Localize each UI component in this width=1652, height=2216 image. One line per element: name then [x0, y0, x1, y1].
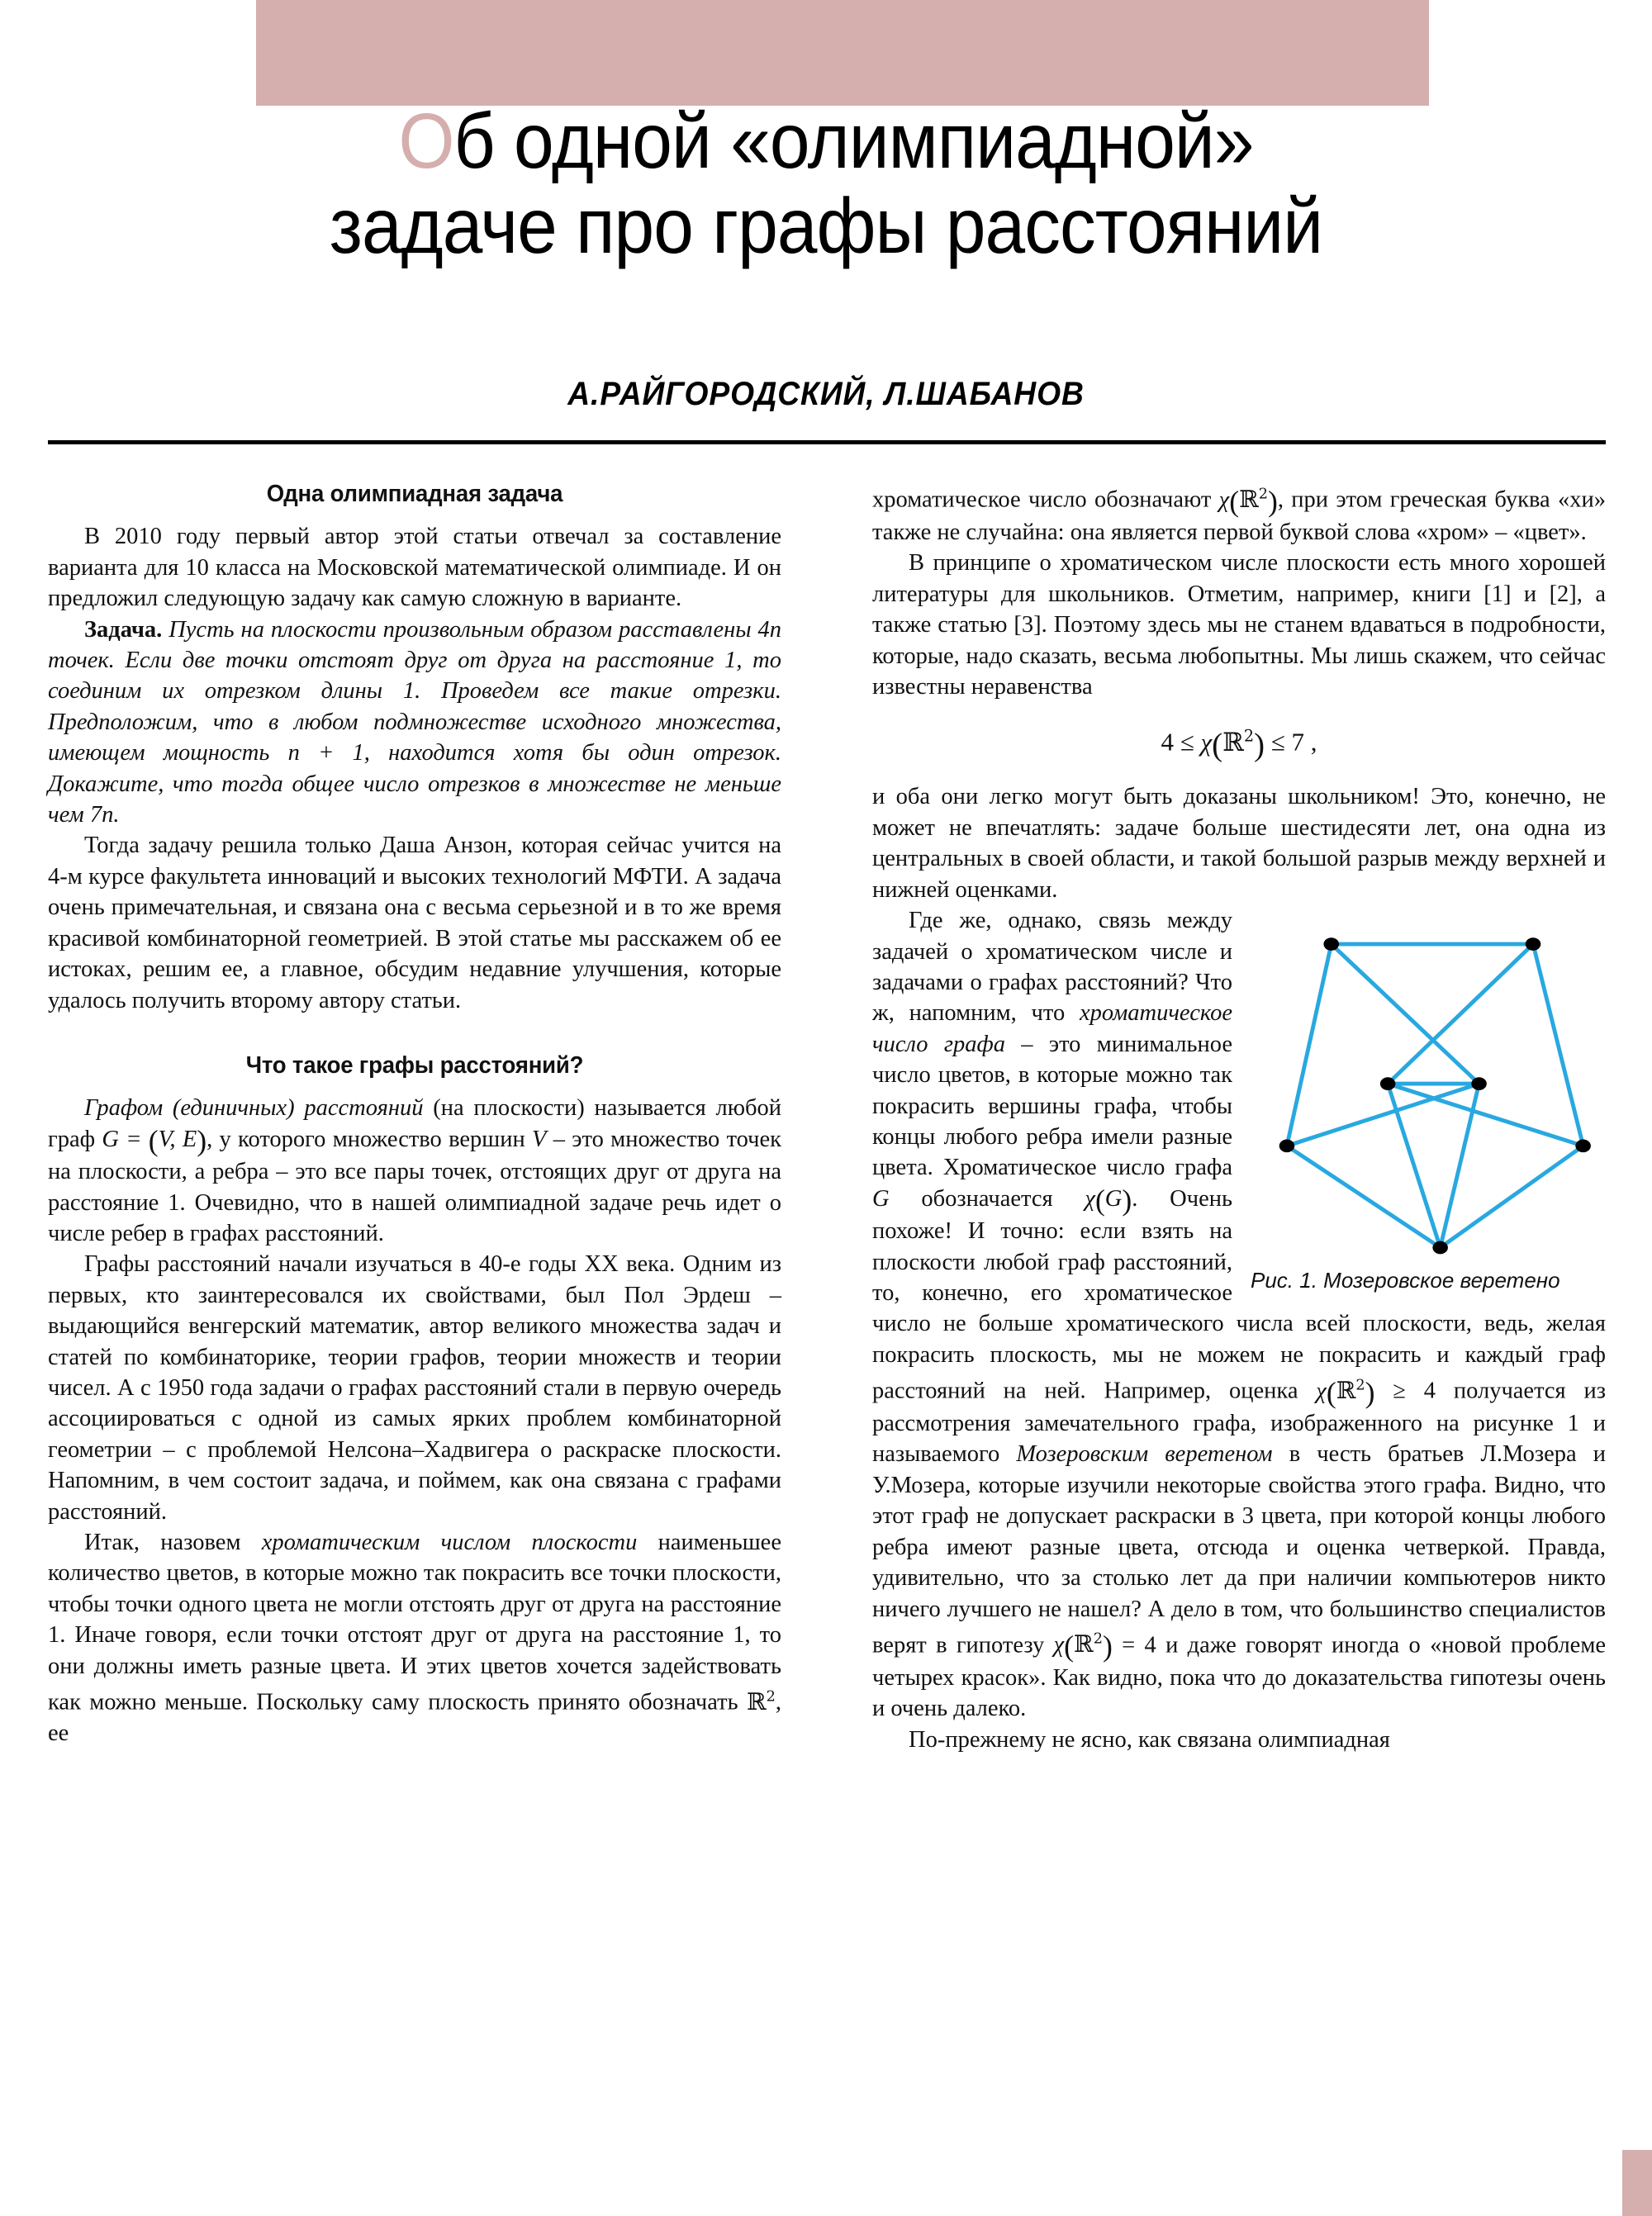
- chromatic-text-c: , ее: [48, 1689, 781, 1746]
- paragraph-gap: и оба они легко могут быть доказаны школьником! Это, конечно, не может не впечатлять: задаче больше шестидесяти лет, она одна из центральных в своей области, и такой большой разрыв между верхней и нижней оценками.: [872, 784, 1606, 903]
- masthead-banner: [256, 0, 1429, 106]
- definition-term: Графом (единичных) расстояний: [84, 1095, 424, 1122]
- connection-text-b: – это минимальное число цветов, в которые можно так покрасить вершины графа, чтобы концы любого ребра имели разные цвета. Хроматическое число графа: [872, 1031, 1232, 1181]
- formula-chi-ge-4: χ(ℝ$^2$): [1316, 1375, 1375, 1409]
- figure-moser-spindle: [1251, 910, 1606, 1296]
- paragraph-literature: В принципе о хроматическом числе плоскости есть много хорошей литературы для школьников. Отметим, например, книги [1] и [2], а также статью [3]. Поэтому здесь мы не станем вдаваться в подробности, которые, надо сказать, весьма любопытны. Мы лишь скажем, что сейчас известны неравенства: [872, 550, 1606, 700]
- moser-spindle-term: Мозеровским веретеном: [1016, 1441, 1273, 1468]
- task-label: Задача.: [84, 616, 163, 643]
- corner-color-swatch: [1622, 2150, 1652, 2216]
- chromatic-text-a: Итак, назовем: [84, 1529, 262, 1555]
- moser-spindle-graph: [1251, 910, 1606, 1265]
- equality-eq-4: = 4: [1112, 1632, 1156, 1658]
- paragraph-task: [48, 615, 781, 831]
- paragraph-chromatic-def: [48, 1527, 781, 1749]
- formula-chi-g: χ(G): [1085, 1183, 1132, 1217]
- paragraph-connection: [872, 905, 1606, 1725]
- paragraph-definition: [48, 1093, 781, 1249]
- formula-graph-g: G = (V, E): [102, 1123, 207, 1157]
- connection-text-a: Где же, однако, связь между задачей о хроматическом числе и задачами о графах расстояний? Что ж, напомним, что: [872, 908, 1232, 1027]
- section-heading-2: Что такое графы расстояний?: [245, 1051, 584, 1079]
- left-column: [48, 479, 781, 1749]
- formula-chi-eq-4: χ(ℝ$^2$): [1053, 1630, 1113, 1663]
- right-column: [872, 479, 1606, 1755]
- paragraph-history: Графы расстояний начали изучаться в 40-е годы XX века. Одним из первых, кто заинтересовался их свойствами, был Пол Эрдеш – выдающийся венгерский математик, автор великого множества задач и статей по комбинаторике, теории графов, теории множеств и теории чисел. А с 1950 года задачи о графах расстояний стали в первую очередь ассоциироваться с одной из самых ярких проблем комбинаторной геометрии – с проблемой Нелсона–Хадвигера о раскраске плоскости. Напомним, в чем состоит задача, и поймем, как она связана с графами расстояний.: [48, 1251, 781, 1525]
- connection-text-d: . Очень похоже! И точно: если взять на плоскости любой граф расстояний, то, конечно, его хроматическое число не больше хроматического числа всей плоскости, ведь, желая покрасить плоскость, мы не можем не покрасить и каждый граф расстояний на ней. Например, оценка: [872, 1185, 1606, 1404]
- title-line-1-rest: б одной «олимпиадной»: [453, 97, 1254, 185]
- section-heading-1: Одна олимпиадная задача: [266, 481, 563, 507]
- formula-chi-r2: χ(ℝ$^2$): [1218, 484, 1278, 518]
- definition-text-b: , у которого множество вершин: [206, 1126, 533, 1152]
- symbol-v: V: [532, 1126, 547, 1152]
- title-line-1: [66, 99, 1586, 184]
- connection-text-f: в честь братьев Л.Мозера и У.Мозера, которые изучили некоторые свойства этого графа. Видно, что этот граф не допускает раскраски в 3 цвета, при которой концы любого ребра имеют разные цвета, отсюда и оценка четверкой. Правда, удивительно, что за столько лет да при наличии компьютеров никто ничего лучшего не нашел? А дело в том, что большинство специалистов верят в гипотезу: [872, 1441, 1606, 1658]
- connection-text-g: и даже говорят иногда о «новой проблеме четырех красок». Как видно, пока что до доказательства гипотезы очень и очень далеко.: [872, 1632, 1607, 1722]
- chi-text-a: хроматическое число обозначают: [872, 486, 1219, 513]
- drop-cap-letter: О: [398, 97, 454, 185]
- definition-text-c: – это множество точек на плоскости, а ребра – это все пары точек, отстоящих друг от друга на расстояние 1. Очевидно, что в нашей олимпиадной задаче речь идет о числе ребер в графах расстояний.: [48, 1126, 782, 1246]
- definition-text-a: (на плоскости) называется любой граф: [48, 1095, 782, 1152]
- paragraph-closing: По-прежнему не ясно, как связана олимпиадная: [909, 1726, 1390, 1753]
- chromatic-number-graph-term: хроматическое число графа: [872, 1000, 1232, 1057]
- chi-text-b: , при этом греческая буква «хи» также не случайна: она является первой буквой слова «хром» – «цвет».: [872, 486, 1606, 545]
- header-divider-rule: [48, 440, 1606, 444]
- title-line-2: задаче про графы расстояний: [329, 182, 1323, 270]
- connection-text-c: обозначается: [889, 1185, 1085, 1212]
- connection-text-e: получается из рассмотрения замечательного графа, изображенного на рисунке 1 и называемого: [872, 1378, 1606, 1468]
- inequality-ge-4: ≥ 4: [1374, 1378, 1436, 1404]
- figure-caption: Рис. 1. Мозеровское веретено: [1251, 1268, 1560, 1293]
- task-statement: Пусть на плоскости произвольным образом расставлены 4n точек. Если две точки отстоят друг от друга на расстояние 1, то соединим их отрезком длины 1. Проведем все такие отрезки. Предположим, что в любом подмножестве исходного множества, имеющем мощность n + 1, находится хотя бы один отрезок. Докажите, что тогда общее число отрезков в множестве не меньше чем 7n.: [48, 616, 781, 828]
- paragraph-chi-notation: [872, 479, 1606, 548]
- chromatic-text-b: наименьшее количество цветов, в которые можно так покрасить все точки плоскости, чтобы точки одного цвета не могли отстоять друг от друга на расстояние 1. Иначе говоря, если точки отстоят друг от друга на расстояние 1, то они должны иметь разные цвета. И этих цветов хочется задействовать как можно меньше. Поскольку саму плоскость принято обозначать: [48, 1529, 781, 1715]
- author-byline: А.РАЙГОРОДСКИЙ, Л.ШАБАНОВ: [567, 376, 1085, 412]
- display-equation-bounds: 4 ≤ χ(ℝ$^2$) ≤ 7 ,: [1161, 726, 1317, 763]
- graph-edges: [1287, 944, 1583, 1247]
- symbol-r2: ℝ$^2$: [746, 1687, 776, 1715]
- paragraph-intro: В 2010 году первый автор этой статьи отвечал за составление варианта для 10 класса на Московской математической олимпиаде. И он предложил следующую задачу как самую сложную в варианте.: [48, 524, 781, 612]
- page-title: [0, 99, 1652, 268]
- chromatic-term: хроматическим числом плоскости: [261, 1529, 638, 1555]
- symbol-g: G: [872, 1185, 890, 1212]
- paragraph-solver: Тогда задачу решила только Даша Анзон, которая сейчас учится на 4-м курсе факультета инноваций и высоких технологий МФТИ. А задача очень примечательная, и связана она с весьма серьезной и в то же время красивой комбинаторной геометрией. В этой статье мы расскажем об ее истоках, решим ее, а главное, обсудим недавние улучшения, которые удалось получить второму автору статьи.: [48, 833, 781, 1013]
